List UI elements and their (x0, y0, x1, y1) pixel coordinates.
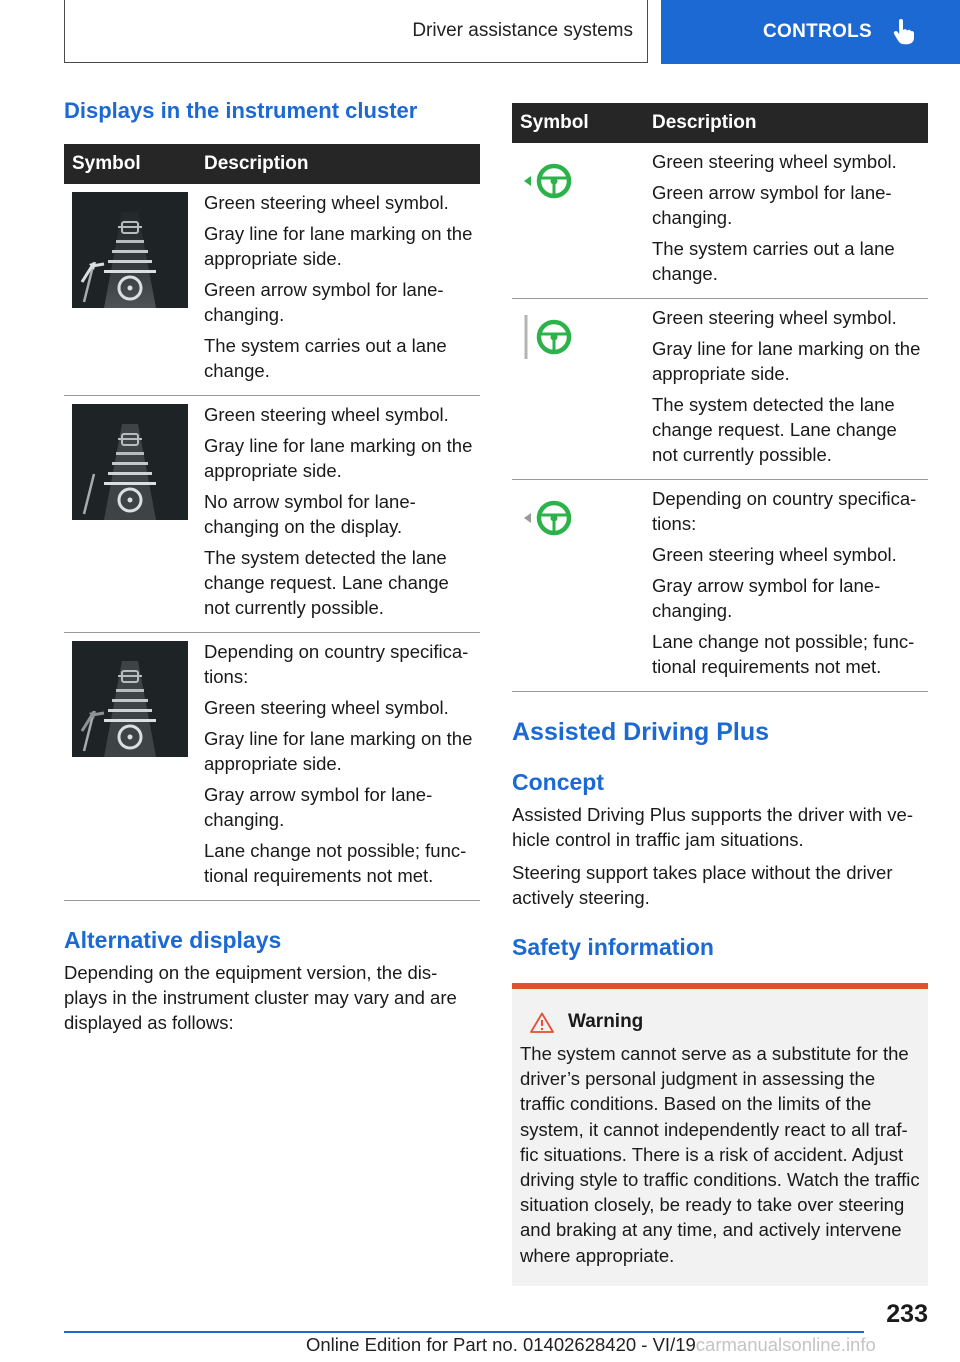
footer-divider (64, 1331, 864, 1333)
table-row (512, 480, 928, 692)
concept-paragraph: Steering support takes place without the driver actively steering. (512, 862, 893, 908)
section-title: Driver assistance systems (412, 20, 633, 41)
description-line: Green steering wheel symbol. (204, 192, 449, 213)
table-row (512, 143, 928, 299)
description-line: Green arrow symbol for lane-changing. (652, 182, 892, 228)
col-header-symbol: Symbol (512, 103, 644, 143)
alternative-displays-heading: Alternative displays (64, 927, 282, 953)
description-line: The system carries out a lane change. (204, 335, 447, 381)
description-line: Depending on country specifica-tions: (204, 641, 469, 687)
chapter-title: CONTROLS (763, 21, 873, 42)
table-row (64, 184, 480, 396)
description-line: Green arrow symbol for lane-changing. (204, 279, 444, 325)
symbol-table-cluster (64, 144, 480, 901)
description-line: Lane change not possible; func-tional requirements not met. (204, 840, 467, 886)
lane-change-cluster-display-icon (72, 192, 188, 308)
description-line: The system detected the lane change request. Lane change not currently possible. (204, 547, 449, 618)
running-header-section (64, 0, 648, 63)
description-line: Green steering wheel symbol. (204, 697, 449, 718)
lane-change-request-cluster-display-icon (72, 404, 188, 520)
left-column (64, 98, 480, 1043)
alternative-displays-text: Depending on the equipment version, the dis-plays in the instrument cluster may vary and are displayed as follows: (64, 962, 457, 1033)
description-line: Gray line for lane marking on the appropriate side. (652, 338, 921, 384)
description-line: Gray line for lane marking on the appropriate side. (204, 728, 473, 774)
description-line: Gray line for lane marking on the appropriate side. (204, 223, 473, 269)
description-line: No arrow symbol for lane-changing on the display. (204, 491, 416, 537)
footer-edition (306, 1334, 876, 1356)
pointing-hand-icon (892, 19, 914, 45)
chapter-tab[interactable] (661, 0, 960, 64)
warning-text: The system cannot serve as a substitute for the driver’s personal judgment in assessing the traffic conditions. Based on the limits of the system, it cannot independently react to all traf-fic situations. There is a risk of accident. Adjust driving style to traffic conditions. Watch the traffic situation closely, be ready to take over steering and braking at any time, and actively intervene where appropriate. (520, 1043, 920, 1266)
description-line: The system carries out a lane change. (652, 238, 895, 284)
symbol-table-alternative (512, 103, 928, 692)
warning-header (520, 1011, 920, 1033)
col-header-symbol: Symbol (64, 144, 196, 184)
col-header-description: Description (196, 144, 480, 184)
description-line: Lane change not possible; func-tional requirements not met. (652, 631, 915, 677)
section-heading: Displays in the instrument cluster (64, 98, 418, 123)
edition-text: Online Edition for Part no. 01402628420 - VI/19 (306, 1334, 696, 1355)
col-header-description: Description (644, 103, 928, 143)
table-row (512, 299, 928, 480)
assisted-driving-plus-title: Assisted Driving Plus (512, 718, 770, 746)
description-line: Gray arrow symbol for lane-changing. (652, 575, 881, 621)
description-line: The system detected the lane change request. Lane change not currently possible. (652, 394, 897, 465)
table-row (64, 633, 480, 901)
description-line: Green steering wheel symbol. (652, 151, 897, 172)
description-line: Green steering wheel symbol. (652, 307, 897, 328)
green-steering-wheel-with-arrow-icon (520, 161, 580, 201)
watermark-text: carmanualsonline.info (695, 1334, 876, 1355)
description-line: Depending on country specifica-tions: (652, 488, 917, 534)
lane-change-not-possible-cluster-display-icon (72, 641, 188, 757)
warning-triangle-icon (530, 1012, 554, 1033)
table-row (64, 396, 480, 633)
page-number: 233 (886, 1300, 928, 1328)
safety-information-heading: Safety information (512, 934, 714, 960)
warning-box (512, 983, 928, 1286)
concept-paragraph: Assisted Driving Plus supports the driver with ve-hicle control in traffic jam situations. (512, 804, 913, 850)
description-line: Gray line for lane marking on the appropriate side. (204, 435, 473, 481)
description-line: Gray arrow symbol for lane-changing. (204, 784, 433, 830)
description-line: Green steering wheel symbol. (652, 544, 897, 565)
concept-heading: Concept (512, 769, 604, 795)
warning-title: Warning (568, 1011, 644, 1032)
right-column (512, 103, 928, 1286)
green-steering-wheel-with-lane-line-icon (520, 313, 580, 361)
green-steering-wheel-with-gray-arrow-icon (520, 498, 580, 538)
description-line: Green steering wheel symbol. (204, 404, 449, 425)
